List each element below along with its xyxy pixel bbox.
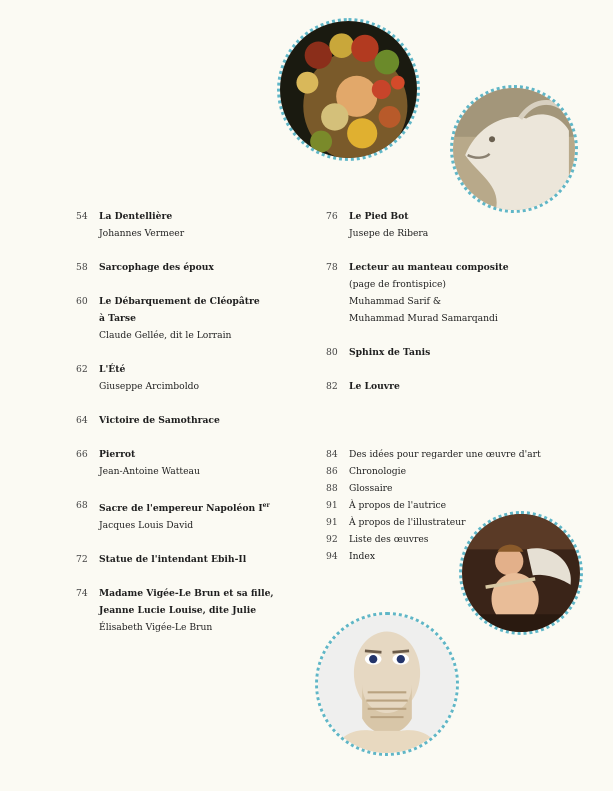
toc-entry[interactable] [326,378,566,395]
page-number: 68 [76,500,88,511]
artwork-title: Statue de l'intendant Ebih-Il [99,554,247,566]
artist-name: Muhammad Sarif & [349,296,442,307]
artwork-title: Le Louvre [349,381,400,392]
arcimboldo-summer-thumbnail [277,18,420,161]
artwork-title: L'Été [99,364,126,375]
page-number: 64 [76,415,88,426]
horse-sculpture-thumbnail [450,85,578,213]
appendix-entry[interactable] [326,446,566,463]
appendix-label: Des idées pour regarder une œuvre d'art [349,449,541,460]
page-number: 54 [76,211,88,222]
page-number: 91 [326,517,338,528]
appendix-entry[interactable] [326,480,566,497]
artwork-title: Le Débarquement de Cléopâtre [99,296,260,307]
artwork-title: Madame Vigée-Le Brun et sa fille, [99,588,274,600]
artist-name: Claude Gellée, dit le Lorrain [99,330,232,341]
page-number: 74 [76,588,88,600]
appendix-label: Liste des œuvres [349,534,429,545]
marble-horse-image [453,88,575,210]
toc-entry[interactable] [326,344,566,361]
artwork-title [99,497,296,517]
artwork-title: Victoire de Samothrace [99,415,220,426]
toc-entry[interactable] [76,361,296,395]
toc-right-column [326,208,566,565]
appendix-label: Glossaire [349,483,393,494]
artwork-title: Le Pied Bot [349,211,409,222]
ebih-il-statue-thumbnail [315,612,459,756]
title-superscript: er [262,502,270,509]
toc-entry[interactable] [76,259,296,276]
toc-entry[interactable] [76,208,296,242]
appendix-entry[interactable] [326,497,566,514]
appendix-entry[interactable] [326,531,566,548]
page-number: 86 [326,466,338,477]
artwork-title: La Dentellière [99,211,173,222]
artwork-title-text: Sacre de l'empereur Napoléon I [99,503,263,515]
toc-entry[interactable] [76,293,296,344]
page-number: 62 [76,364,88,375]
page-number: 92 [326,534,338,545]
page-number: 94 [326,551,338,562]
artist-name: Jusepe de Ribera [349,228,429,239]
artwork-subtitle: (page de frontispice) [349,279,446,290]
artist-name: Johannes Vermeer [99,228,185,239]
appendix-label: Index [349,551,376,562]
page-number: 80 [326,347,338,358]
artist-name: Jean-Antoine Watteau [99,466,200,477]
toc-entry[interactable] [76,551,296,568]
toc-left-column [76,208,296,636]
toc-entry[interactable] [326,259,566,327]
artist-name: Élisabeth Vigée-Le Brun [99,622,213,634]
appendix-entry[interactable] [326,514,566,531]
fruit-portrait-image [280,21,417,158]
appendix-label: À propos de l'illustrateur [349,517,466,528]
appendix-entry[interactable] [326,463,566,480]
artist-name: Giuseppe Arcimboldo [99,381,200,392]
toc-entry[interactable] [76,585,296,636]
artwork-title: Lecteur au manteau composite [349,262,509,273]
toc-entry[interactable] [76,446,296,480]
artwork-title-cont: à Tarse [99,313,136,324]
page-number: 82 [326,381,338,392]
page-number: 60 [76,296,88,307]
page-number: 72 [76,554,88,566]
artist-name: Jacques Louis David [99,520,194,532]
page-number: 58 [76,262,88,273]
artwork-title-cont: Jeanne Lucie Louise, dite Julie [99,605,257,617]
artwork-title: Sarcophage des époux [99,262,214,273]
appendix-label: Chronologie [349,466,407,477]
toc-entry[interactable] [326,208,566,242]
page-number: 66 [76,449,88,460]
toc-entry[interactable] [76,497,296,534]
artwork-title: Sphinx de Tanis [349,347,431,358]
artwork-title: Pierrot [99,449,136,460]
page-number: 88 [326,483,338,494]
page-number: 78 [326,262,338,273]
page-number: 84 [326,449,338,460]
toc-entry[interactable] [76,412,296,429]
appendix-label: À propos de l'autrice [349,500,447,511]
appendix-entry[interactable] [326,548,566,565]
artist-name-cont: Muhammad Murad Samarqandi [349,313,498,324]
statue-face-image [318,615,456,753]
page-number: 91 [326,500,338,511]
page-number: 76 [326,211,338,222]
